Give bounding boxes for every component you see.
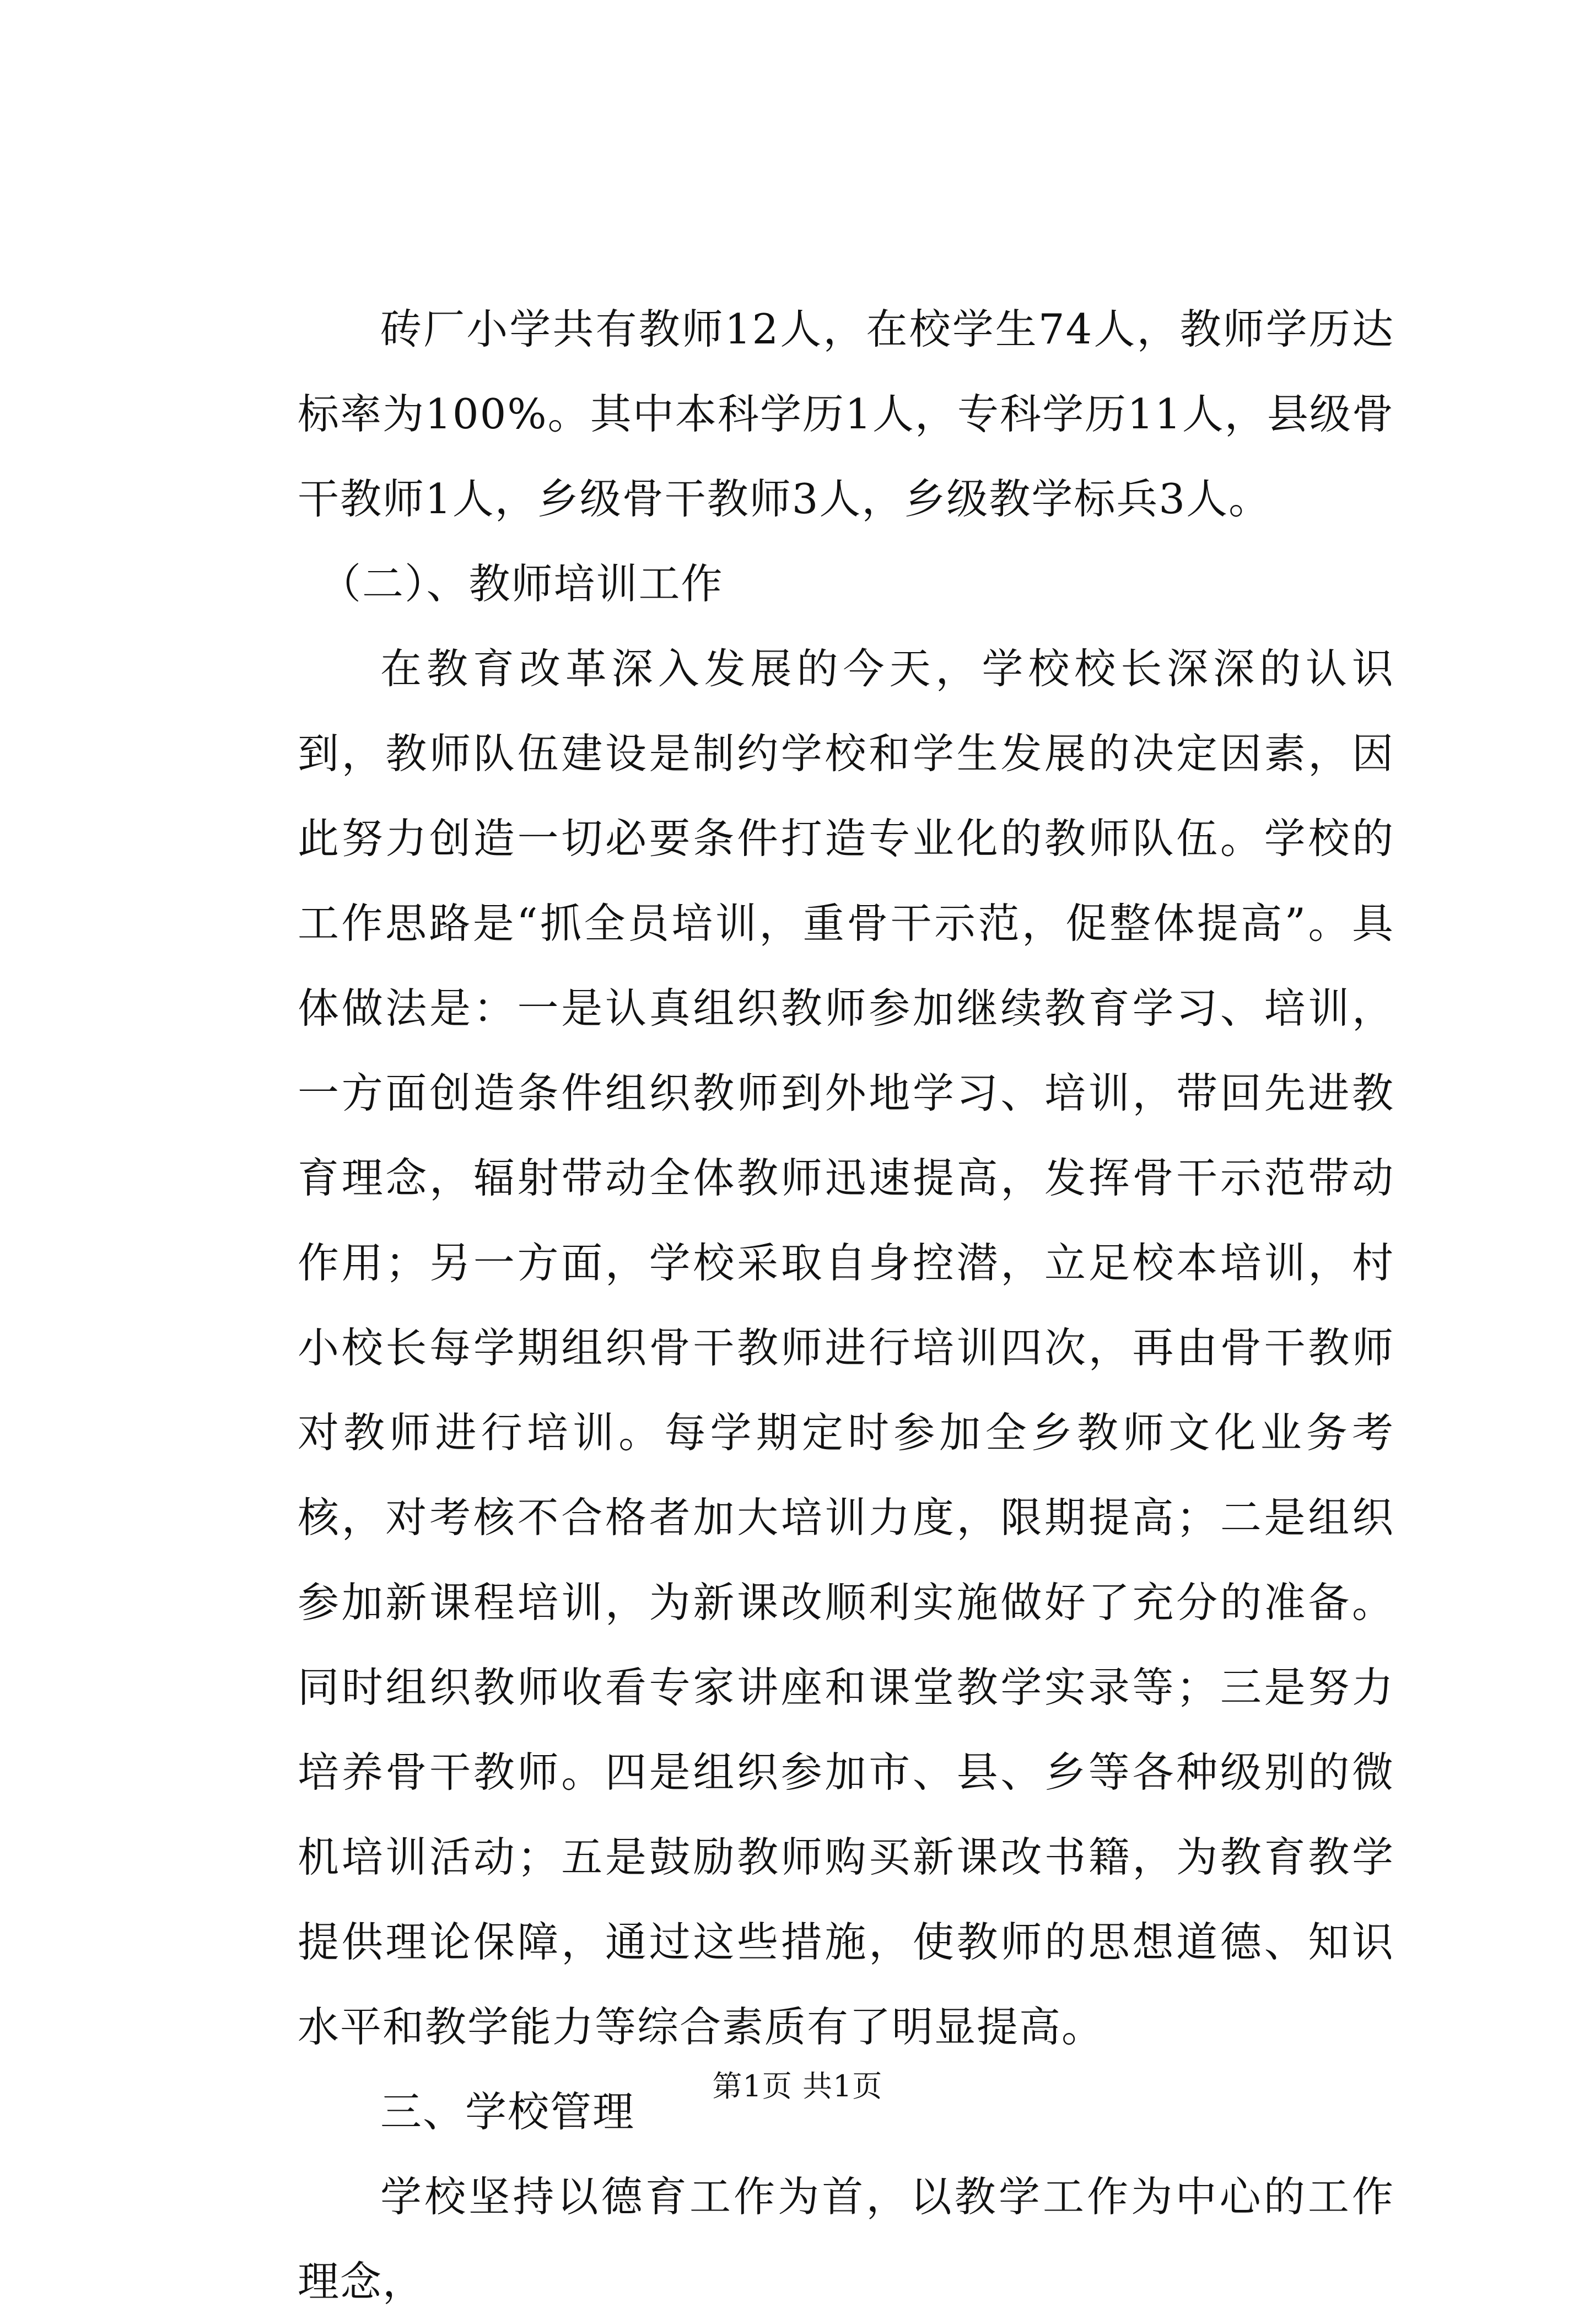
document-body [298, 287, 1394, 2324]
paragraph-school-management: 学校坚持以德育工作为首，以教学工作为中心的工作理念， [298, 2172, 1394, 2306]
paragraph-teacher-stats: 砖厂小学共有教师12人，在校学生74人，教师学历达标率为100%。其中本科学历1人，专科学历11人，县级骨干教师1人，乡级骨干教师3人，乡级教学标兵3人。 [298, 305, 1394, 523]
heading-teacher-training: （二）、教师培训工作 [320, 560, 724, 608]
heading-school-management: 三、学校管理 [380, 2088, 635, 2136]
page-footer: 第1页 共1页 [712, 2069, 883, 2104]
paragraph-teacher-training: 在教育改革深入发展的今天，学校校长深深的认识到，教师队伍建设是制约学校和学生发展的决定因素，因此努力创造一切必要条件打造专业化的教师队伍。学校的工作思路是“抓全员培训，重骨干示范，促整体提高”。具体做法是：一是认真组织教师参加继续教育学习、培训，一方面创造条件组织教师到外地学习、培训，带回先进教育理念，辐射带动全体教师迅速提高，发挥骨干示范带动作用；另一方面，学校采取自身控潜，立足校本培训，村小校长每学期组织骨干教师进行培训四次，再由骨干教师对教师进行培训。每学期定时参加全乡教师文化业务考核，对考核不合格者加大培训力度，限期提高；二是组织参加新课程培训，为新课改顺利实施做好了充分的准备。同时组织教师收看专家讲座和课堂教学实录等；三是努力培养骨干教师。四是组织参加市、县、乡等各种级别的微机培训活动；五是鼓励教师购买新课改书籍，为教育教学提供理论保障，通过这些措施，使教师的思想道德、知识水平和教学能力等综合素质有了明显提高。 [298, 644, 1394, 2051]
